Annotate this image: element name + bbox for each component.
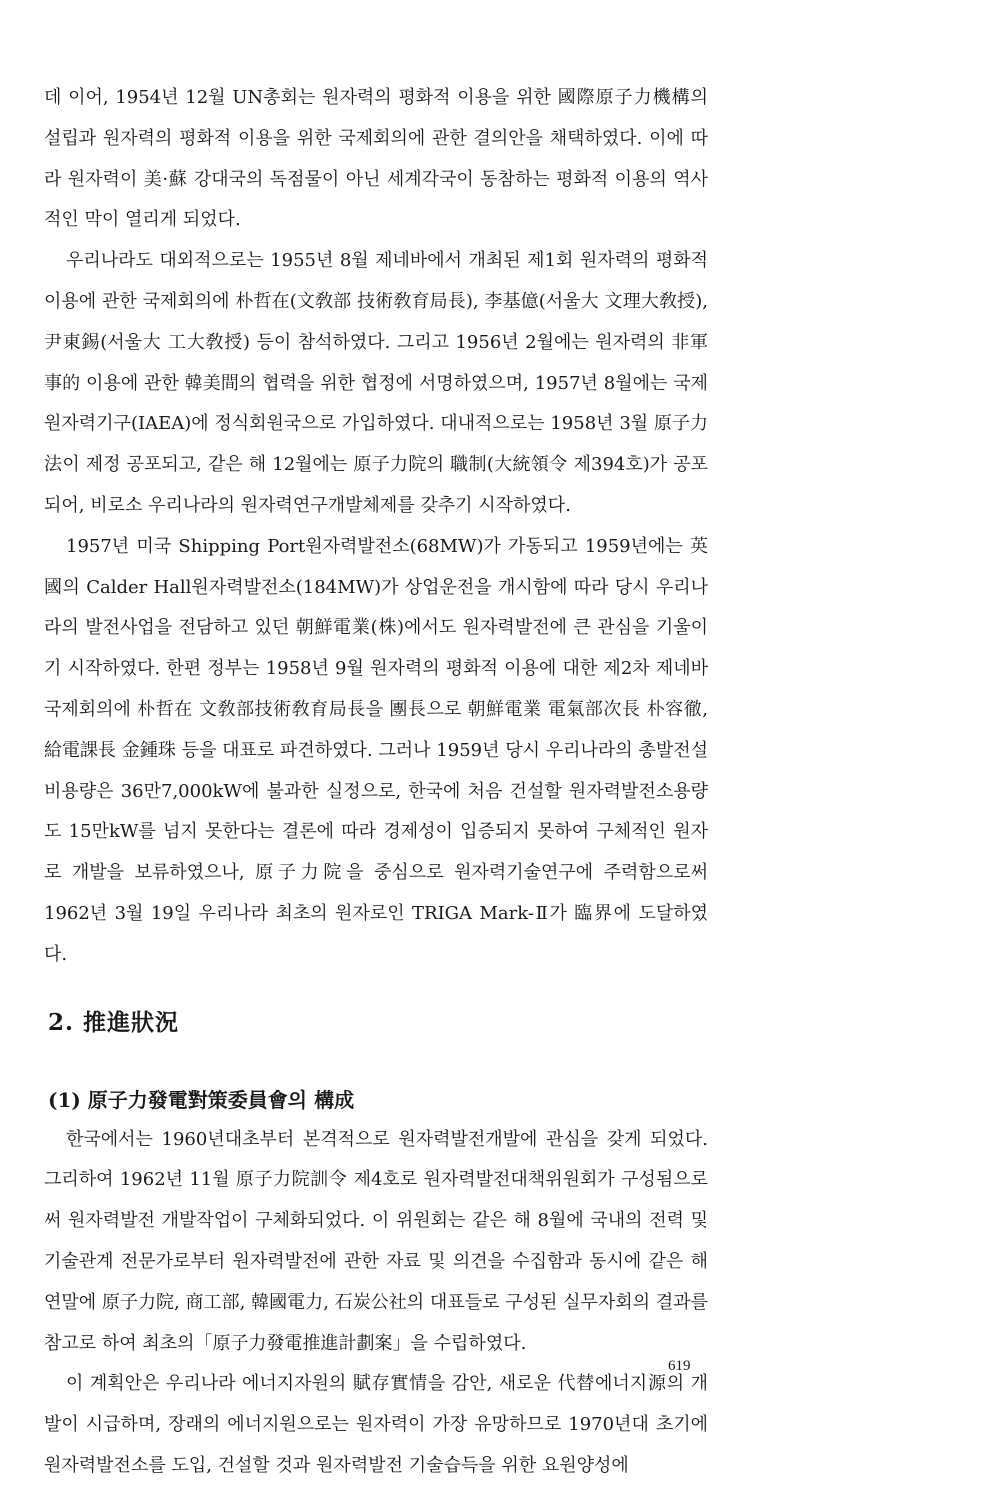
body-paragraph: 우리나라도 대외적으로는 1955년 8월 제네바에서 개최된 제1회 원자력의 평화적 이용에 관한 국제회의에 朴哲在(文敎部 技術敎育局長), 李基億(서울大 文理大敎授), 尹東錫(서울大 工大敎授) 등이 참석하였다. 그리고 1956년 2월에는 원자력의 非軍事的 이용에 관한 韓美間의 협력을 위한 협정에 서명하였으며, 1957년 8월에는 국제원자력기구(IAEA)에 정식회원국으로 가입하였다. 대내적으로는 1958년 3월 原子力法이 제정 공포되고, 같은 해 12월에는 原子力院의 職制(大統領令 제394호)가 공포되어, 비로소 우리나라의 원자력연구개발체제를 갖추기 시작하였다.: [44, 250, 708, 516]
document-page: [44, 78, 708, 1487]
page-number: 619: [668, 1358, 691, 1374]
body-paragraph: 한국에서는 1960년대초부터 본격적으로 원자력발전개발에 관심을 갖게 되었다. 그리하여 1962년 11월 原子力院訓令 제4호로 원자력발전대책위원회가 구성됨으로써 원자력발전 개발작업이 구체화되었다. 이 위원회는 같은 해 8월에 국내의 전력 및 기술관계 전문가로부터 원자력발전에 관한 자료 및 의견을 수집함과 동시에 같은 해 연말에 原子力院, 商工部, 韓國電力, 石炭公社의 대표들로 구성된 실무자회의 결과를 참고로 하여 최초의「原子力發電推進計劃案」을 수립하였다.: [44, 1128, 708, 1354]
subsection-heading: (1) 原子力發電對策委員會의 構成: [48, 1087, 355, 1112]
body-paragraph: 데 이어, 1954년 12월 UN총회는 원자력의 평화적 이용을 위한 國際原子力機構의 설립과 원자력의 평화적 이용을 위한 국제회의에 관한 결의안을 채택하였다. 이에 따라 원자력이 美·蘇 강대국의 독점물이 아닌 세계각국이 동참하는 평화적 이용의 역사적인 막이 열리게 되었다.: [44, 87, 708, 231]
section-heading: 2. 推進狀況: [48, 1008, 180, 1036]
body-paragraph: 이 계획안은 우리나라 에너지자원의 賦存實情을 감안, 새로운 代替에너지源의 개발이 시급하며, 장래의 에너지원으로는 원자력이 가장 유망하므로 1970년대 초기에 원자력발전소를 도입, 건설할 것과 원자력발전 기술습득을 위한 요원양성에: [44, 1373, 708, 1476]
body-paragraph: 1957년 미국 Shipping Port원자력발전소(68MW)가 가동되고 1959년에는 英國의 Calder Hall원자력발전소(184MW)가 상업운전을 개시함에 따라 당시 우리나라의 발전사업을 전담하고 있던 朝鮮電業(株)에서도 원자력발전에 큰 관심을 기울이기 시작하였다. 한편 정부는 1958년 9월 원자력의 평화적 이용에 대한 제2차 제네바 국제회의에 朴哲在 文敎部技術敎育局長을 團長으로 朝鮮電業 電氣部次長 朴容徹, 給電課長 金鍾珠 등을 대표로 파견하였다. 그러나 1959년 당시 우리나라의 총발전설비용량은 36만7,000kW에 불과한 실정으로, 한국에 처음 건설할 원자력발전소용량도 15만kW를 넘지 못한다는 결론에 따라 경제성이 입증되지 못하여 구체적인 원자로 개발을 보류하였으나, 原子力院을 중심으로 원자력기술연구에 주력함으로써 1962년 3월 19일 우리나라 최초의 원자로인 TRIGA Mark-Ⅱ가 臨界에 도달하였다.: [44, 535, 708, 965]
